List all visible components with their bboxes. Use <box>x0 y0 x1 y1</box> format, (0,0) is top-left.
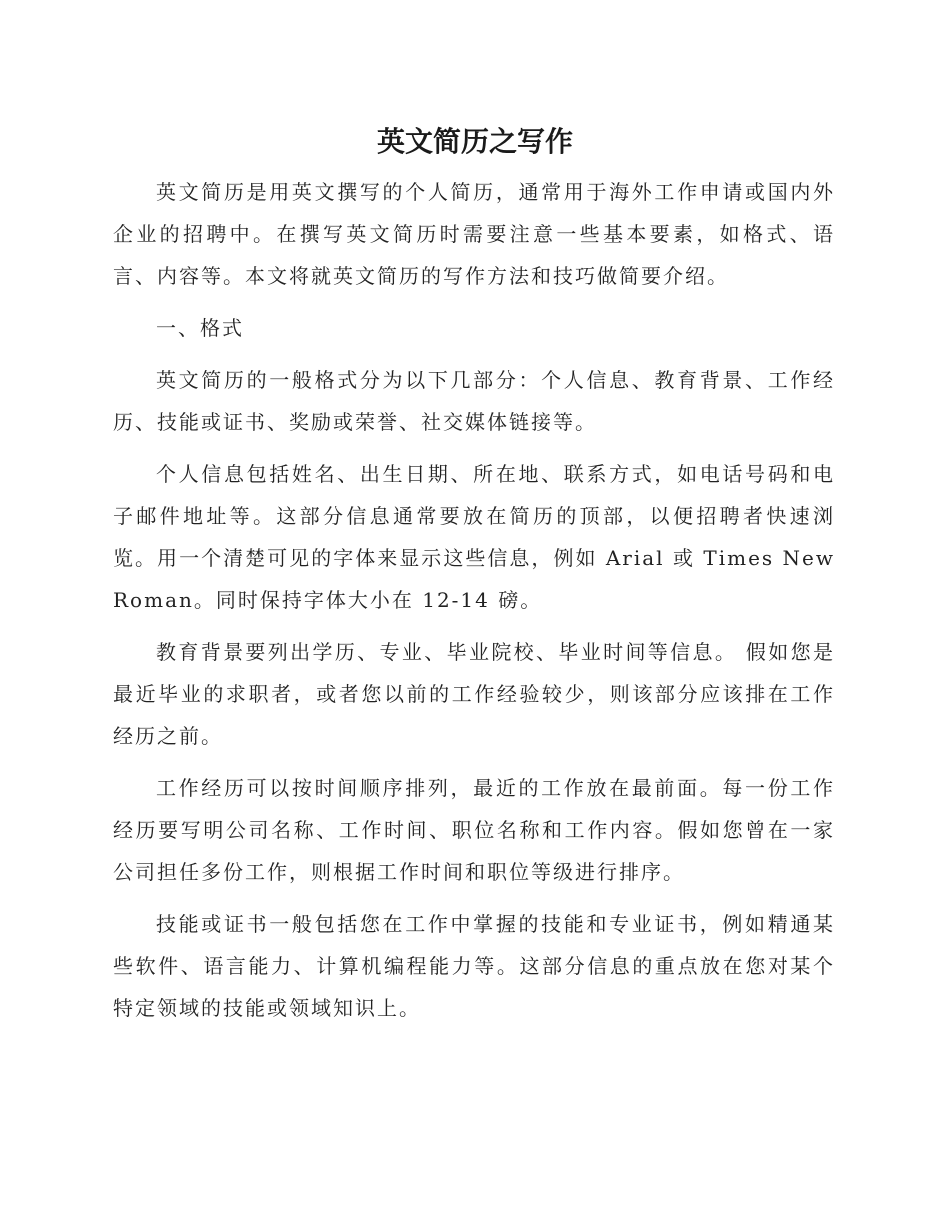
section-heading-format: 一、格式 <box>156 316 244 340</box>
paragraph-work-experience: 工作经历可以按时间顺序排列，最近的工作放在最前面。每一份工作经历要写明公司名称、工作时间、职位名称和工作内容。假如您曾在一家公司担任多份工作，则根据工作时间和职位等级进行排序。 <box>113 776 835 884</box>
document-body <box>113 171 835 1039</box>
paragraph-format-overview: 英文简历的一般格式分为以下几部分：个人信息、教育背景、工作经历、技能或证书、奖励或荣誉、社交媒体链接等。 <box>113 368 835 434</box>
document-title: 英文简历之写作 <box>376 125 573 158</box>
paragraph-personal-info: 个人信息包括姓名、出生日期、所在地、联系方式，如电话号码和电子邮件地址等。这部分信息通常要放在简历的顶部，以便招聘者快速浏览。用一个清楚可见的字体来显示这些信息，例如 Arial 或 Times New Roman。同时保持字体大小在 12-14 磅。 <box>113 462 835 612</box>
paragraph-skills: 技能或证书一般包括您在工作中掌握的技能和专业证书，例如精通某些软件、语言能力、计算机编程能力等。这部分信息的重点放在您对某个特定领域的技能或领域知识上。 <box>113 912 835 1020</box>
paragraph-education: 教育背景要列出学历、专业、毕业院校、毕业时间等信息。 假如您是最近毕业的求职者，或者您以前的工作经验较少，则该部分应该排在工作经历之前。 <box>113 640 835 748</box>
paragraph-intro: 英文简历是用英文撰写的个人简历，通常用于海外工作申请或国内外企业的招聘中。在撰写英文简历时需要注意一些基本要素，如格式、语言、内容等。本文将就英文简历的写作方法和技巧做简要介绍。 <box>113 180 835 288</box>
